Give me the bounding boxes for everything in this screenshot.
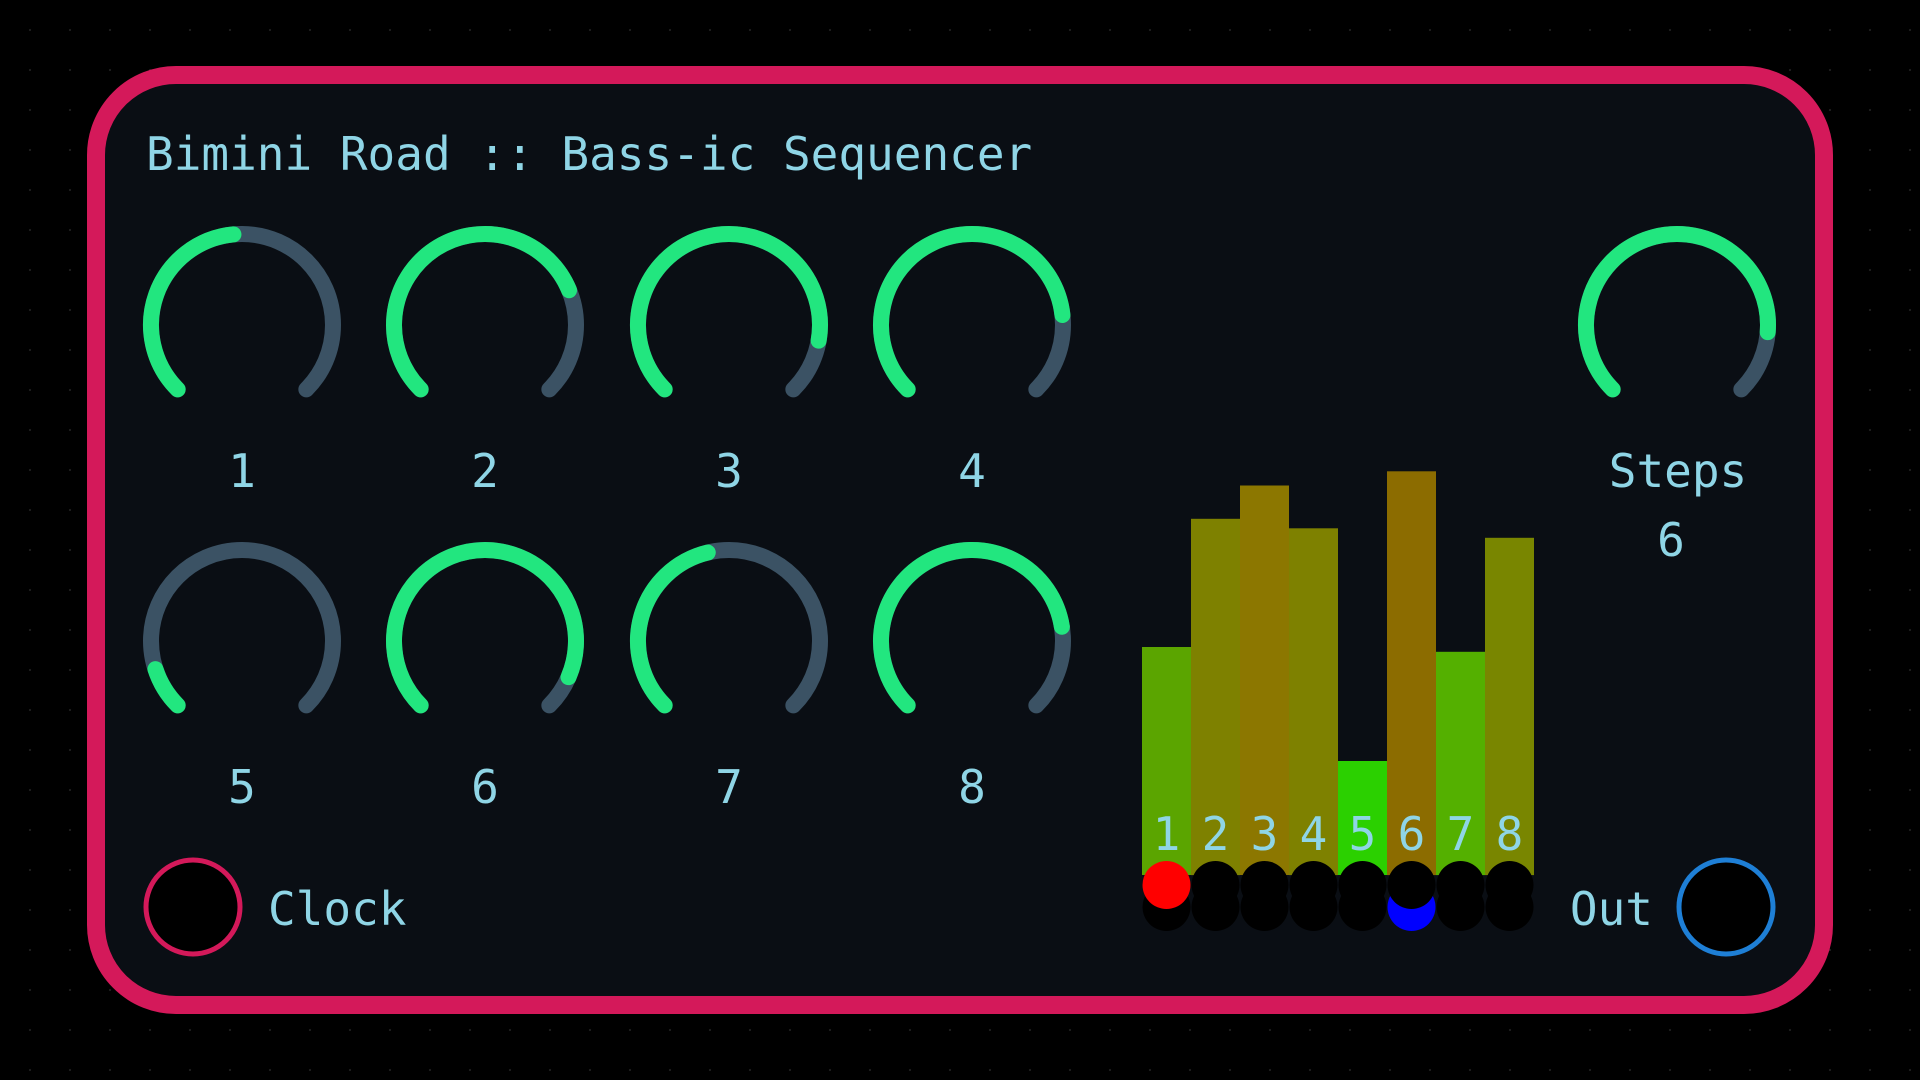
step-number: 3 [1250,807,1279,861]
clock-jack[interactable] [146,860,240,954]
steps-value: 6 [1657,513,1685,567]
step-number: 6 [1397,807,1426,861]
knob-label: 8 [958,760,986,814]
step-led [1192,861,1240,909]
knob-label: 6 [471,760,499,814]
knob-label: 4 [958,444,986,498]
steps-label: Steps [1608,444,1748,498]
knob-label: 5 [228,760,256,814]
step-number: 2 [1201,807,1230,861]
step-number: 8 [1495,807,1524,861]
step-led [1486,861,1534,909]
step-led [1290,861,1338,909]
clock-label: Clock [268,882,407,936]
step-led [1388,861,1436,909]
out-jack[interactable] [1679,860,1773,954]
step-led [1241,861,1289,909]
step-led [1437,861,1485,909]
module-frame [96,75,1824,1005]
out-label: Out [1569,882,1653,936]
step-number: 4 [1299,807,1328,861]
step-number: 1 [1152,807,1181,861]
current-step-led [1143,861,1191,909]
module-title: Bimini Road :: Bass-ic Sequencer [146,127,1033,181]
knob-label: 7 [715,760,743,814]
knob-label: 2 [471,444,499,498]
knob-label: 3 [715,444,743,498]
step-number: 5 [1348,807,1377,861]
step-led [1339,861,1387,909]
knob-label: 1 [228,444,256,498]
step-number: 7 [1446,807,1475,861]
